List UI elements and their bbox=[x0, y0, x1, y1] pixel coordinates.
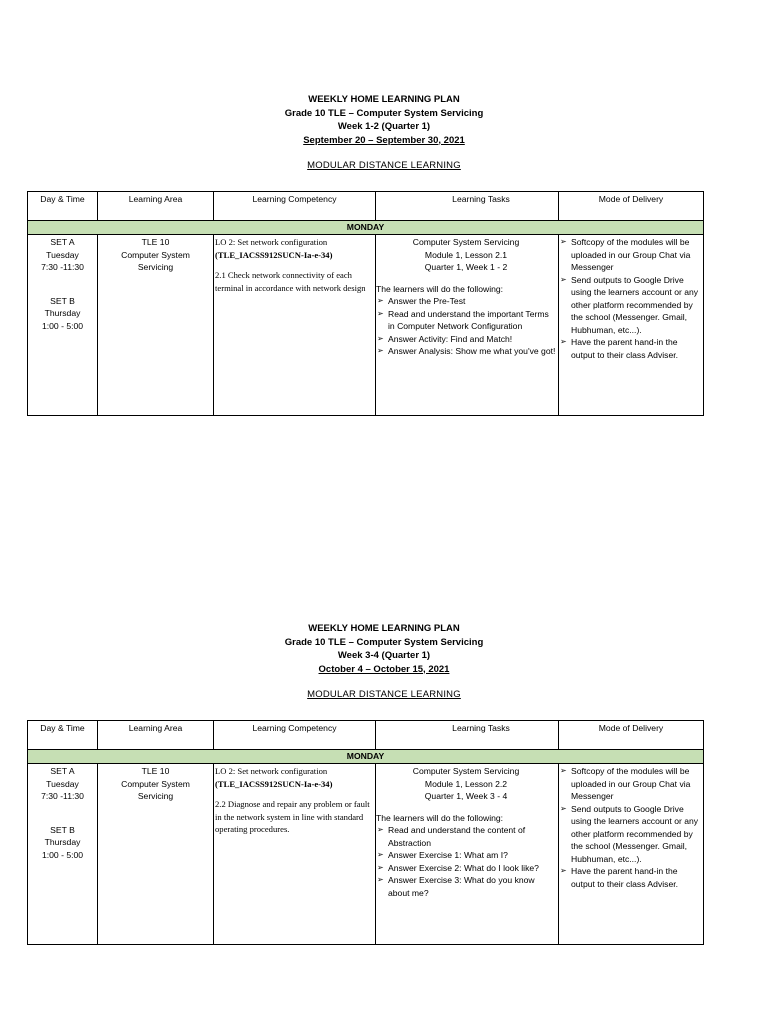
tasks-heading bbox=[376, 765, 556, 803]
competency-code: (TLE_IACSS912SUCN-Ia-e-34) bbox=[215, 778, 333, 789]
set-a-label: SET A bbox=[50, 237, 75, 247]
set-b-day: Thursday bbox=[44, 837, 81, 847]
schedule-cell bbox=[28, 764, 98, 945]
plan-title: WEEKLY HOME LEARNING PLAN bbox=[308, 623, 460, 634]
day-row bbox=[28, 221, 704, 235]
area-line: Computer System bbox=[121, 778, 190, 789]
tasks-heading-line: Quarter 1, Week 1 - 2 bbox=[424, 262, 508, 272]
list-item: ➢ Answer the Pre-Test bbox=[376, 295, 556, 308]
learning-plan bbox=[0, 93, 768, 171]
header-learning-competency: Learning Competency bbox=[214, 192, 376, 221]
learning-area-cell bbox=[98, 235, 214, 416]
list-item: ➢ Send outputs to Google Drive using the learners account or any other platform recommended by the school (Messenger. Gmail, Hubhuman, etc...). bbox=[559, 803, 701, 866]
area-line: TLE 10 bbox=[141, 766, 170, 776]
area-line: Computer System bbox=[121, 249, 190, 260]
tasks-cell bbox=[376, 764, 559, 945]
tasks-heading-line: Computer System Servicing bbox=[412, 237, 520, 247]
header-mode-of-delivery: Mode of Delivery bbox=[559, 192, 704, 221]
set-a-day: Tuesday bbox=[46, 778, 79, 789]
tasks-heading bbox=[376, 236, 556, 274]
header-learning-tasks: Learning Tasks bbox=[376, 721, 559, 750]
set-a-time: 7:30 -11:30 bbox=[41, 791, 84, 801]
list-item: ➢ Answer Analysis: Show me what you've got! bbox=[376, 345, 556, 358]
competency-code: (TLE_IACSS912SUCN-Ia-e-34) bbox=[215, 249, 333, 260]
tasks-intro: The learners will do the following: bbox=[376, 812, 504, 823]
list-item: ➢ Have the parent hand-in the output to their class Adviser. bbox=[559, 336, 701, 361]
area-line: TLE 10 bbox=[141, 237, 170, 247]
area-line: Servicing bbox=[137, 791, 174, 801]
competency-detail: 2.1 Check network connectivity of each terminal in accordance with network design bbox=[215, 270, 366, 293]
plan-subject: Grade 10 TLE – Computer System Servicing bbox=[284, 636, 484, 648]
header-day-time: Day & Time bbox=[28, 721, 98, 750]
delivery-mode-title: MODULAR DISTANCE LEARNING bbox=[307, 160, 461, 171]
list-item: ➢ Softcopy of the modules will be uploaded in our Group Chat via Messenger bbox=[559, 765, 701, 803]
header-learning-area: Learning Area bbox=[98, 721, 214, 750]
list-item: ➢ Answer Exercise 3: What do you know about me? bbox=[376, 874, 556, 899]
list-item: ➢ Softcopy of the modules will be uploaded in our Group Chat via Messenger bbox=[559, 236, 701, 274]
tasks-list bbox=[376, 295, 556, 358]
plan-title: WEEKLY HOME LEARNING PLAN bbox=[308, 94, 460, 105]
list-item: ➢ Have the parent hand-in the output to their class Adviser. bbox=[559, 865, 701, 890]
plan-week: Week 3-4 (Quarter 1) bbox=[337, 650, 431, 661]
set-b-time: 1:00 - 5:00 bbox=[41, 849, 84, 860]
list-item: ➢ Read and understand the content of Abstraction bbox=[376, 824, 556, 849]
plan-week: Week 1-2 (Quarter 1) bbox=[337, 121, 431, 132]
list-item: ➢ Answer Exercise 1: What am I? bbox=[376, 849, 556, 862]
header-learning-tasks: Learning Tasks bbox=[376, 192, 559, 221]
table-header-row bbox=[28, 192, 704, 221]
header-learning-area: Learning Area bbox=[98, 192, 214, 221]
tasks-heading-line: Quarter 1, Week 3 - 4 bbox=[424, 791, 508, 801]
delivery-cell bbox=[559, 764, 704, 945]
tasks-list bbox=[376, 824, 556, 899]
set-b-day: Thursday bbox=[44, 308, 81, 318]
learning-plan bbox=[0, 622, 768, 700]
table-header-row bbox=[28, 721, 704, 750]
list-item: ➢ Answer Exercise 2: What do I look like? bbox=[376, 862, 556, 875]
tasks-heading-line: Computer System Servicing bbox=[412, 766, 520, 776]
plan-table bbox=[27, 720, 704, 945]
competency-lo: LO 2: Set network configuration bbox=[215, 237, 328, 247]
tasks-cell bbox=[376, 235, 559, 416]
set-a-label: SET A bbox=[50, 766, 75, 776]
delivery-list bbox=[559, 765, 701, 890]
plan-subject: Grade 10 TLE – Computer System Servicing bbox=[284, 107, 484, 119]
table-row bbox=[28, 764, 704, 945]
tasks-heading-line: Module 1, Lesson 2.1 bbox=[424, 249, 508, 260]
set-b-label: SET B bbox=[50, 824, 75, 835]
schedule-cell bbox=[28, 235, 98, 416]
plan-header bbox=[0, 622, 768, 676]
plan-header bbox=[0, 93, 768, 147]
header-day-time: Day & Time bbox=[28, 192, 98, 221]
list-item: ➢ Answer Activity: Find and Match! bbox=[376, 333, 556, 346]
list-item: ➢ Read and understand the important Terms in Computer Network Configuration bbox=[376, 308, 556, 333]
set-b-label: SET B bbox=[50, 295, 75, 306]
tasks-heading-line: Module 1, Lesson 2.2 bbox=[424, 778, 508, 789]
header-mode-of-delivery: Mode of Delivery bbox=[559, 721, 704, 750]
competency-cell bbox=[214, 235, 376, 416]
delivery-cell bbox=[559, 235, 704, 416]
table-row bbox=[28, 235, 704, 416]
day-label: MONDAY bbox=[28, 750, 704, 764]
competency-cell bbox=[214, 764, 376, 945]
day-label: MONDAY bbox=[28, 221, 704, 235]
set-b-time: 1:00 - 5:00 bbox=[41, 320, 84, 331]
competency-lo: LO 2: Set network configuration bbox=[215, 766, 328, 776]
header-learning-competency: Learning Competency bbox=[214, 721, 376, 750]
competency-detail: 2.2 Diagnose and repair any problem or fault in the network system in line with standard operating procedures. bbox=[215, 799, 370, 834]
learning-area-cell bbox=[98, 764, 214, 945]
set-a-day: Tuesday bbox=[46, 249, 79, 260]
delivery-mode-title: MODULAR DISTANCE LEARNING bbox=[307, 689, 461, 700]
set-a-time: 7:30 -11:30 bbox=[41, 262, 84, 272]
tasks-intro: The learners will do the following: bbox=[376, 283, 504, 294]
list-item: ➢ Send outputs to Google Drive using the learners account or any other platform recommended by the school (Messenger. Gmail, Hubhuman, etc...). bbox=[559, 274, 701, 337]
day-row bbox=[28, 750, 704, 764]
plan-dates: October 4 – October 15, 2021 bbox=[318, 663, 450, 675]
plan-dates: September 20 – September 30, 2021 bbox=[303, 134, 465, 146]
plan-table bbox=[27, 191, 704, 416]
area-line: Servicing bbox=[137, 262, 174, 272]
delivery-list bbox=[559, 236, 701, 361]
